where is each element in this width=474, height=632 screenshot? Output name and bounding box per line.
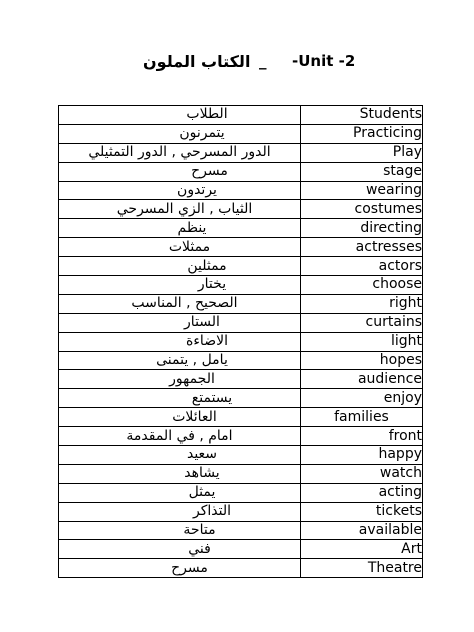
english-word: watch [301,464,423,483]
vocab-row [59,559,423,578]
vocab-row [59,389,423,408]
arabic-word: العائلات [172,408,217,425]
english-word: directing [301,219,423,238]
english-word: stage [301,162,423,181]
vocab-row [59,200,423,219]
vocab-row [59,446,423,465]
arabic-word: متاحة [183,522,216,539]
arabic-word: مسرح [191,163,228,180]
arabic-cell [59,540,301,559]
english-word: families [301,408,423,427]
arabic-cell [59,162,301,181]
vocab-row [59,332,423,351]
english-word: choose [301,276,423,295]
title-arabic: الكتاب الملون [143,52,251,71]
arabic-cell [59,483,301,502]
arabic-word: يرتدون [177,182,217,198]
vocab-row [59,464,423,483]
vocab-row [59,124,423,143]
english-word: Play [301,143,423,162]
arabic-word: الثياب , الزي المسرحي [116,200,253,217]
english-word: wearing [301,181,423,200]
english-word: Practicing [301,124,423,143]
english-word: light [301,332,423,351]
arabic-cell [59,408,301,427]
vocab-row [59,313,423,332]
english-word: acting [301,483,423,502]
arabic-word: يشاهد [184,465,220,482]
arabic-cell [59,521,301,540]
english-word: enjoy [301,389,423,408]
arabic-word: ينظم [177,219,207,236]
vocab-row [59,521,423,540]
vocabulary-table [58,105,423,578]
vocab-row [59,483,423,502]
vocab-row [59,181,423,200]
arabic-word: يامل , يتمنى [156,352,228,369]
arabic-cell [59,106,301,125]
arabic-word: يستمتع [191,389,233,406]
arabic-cell [59,200,301,219]
english-word: audience [301,370,423,389]
arabic-word: فني [188,540,211,557]
page-header [0,52,474,76]
vocab-row [59,219,423,238]
arabic-word: الاضاءة [186,333,228,350]
english-word: happy [301,446,423,465]
english-word: Theatre [301,559,423,578]
arabic-word: ممثلات [168,238,211,255]
arabic-word: الصحيح , المناسب [131,295,238,312]
vocab-row [59,143,423,162]
vocab-row [59,106,423,125]
arabic-word: الجمهور [169,370,215,387]
vocab-row [59,238,423,257]
vocab-row [59,370,423,389]
arabic-word: الدور المسرحي , الدور التمثيلي [88,144,271,161]
arabic-cell [59,219,301,238]
vocab-row [59,502,423,521]
arabic-word: التذاكر [192,503,231,520]
arabic-cell [59,370,301,389]
arabic-cell [59,427,301,446]
arabic-word: يتمرنون [179,125,225,142]
english-word: Art [301,540,423,559]
english-word: actors [301,257,423,276]
arabic-cell [59,502,301,521]
arabic-cell [59,351,301,370]
vocab-row [59,294,423,313]
english-word: actresses [301,238,423,257]
arabic-cell [59,181,301,200]
vocab-row [59,257,423,276]
vocab-row [59,351,423,370]
english-word: costumes [301,200,423,219]
vocab-row [59,162,423,181]
arabic-cell [59,294,301,313]
arabic-word: ممثلين [187,257,227,274]
english-word: tickets [301,502,423,521]
english-word: front [301,427,423,446]
arabic-cell [59,124,301,143]
english-word: hopes [301,351,423,370]
arabic-word: يمثل [188,484,216,501]
arabic-word: امام , في المقدمة [126,427,233,444]
english-word: Students [301,106,423,125]
english-word: curtains [301,313,423,332]
arabic-cell [59,389,301,408]
arabic-word: يختار [197,276,227,293]
arabic-word: الستار [184,314,220,331]
arabic-cell [59,559,301,578]
english-word: available [301,521,423,540]
vocab-row [59,408,423,427]
arabic-cell [59,238,301,257]
vocab-row [59,276,423,295]
arabic-cell [59,313,301,332]
arabic-cell [59,276,301,295]
arabic-word: الطلاب [186,106,228,123]
arabic-cell [59,332,301,351]
title-unit: -Unit -2 [292,52,356,70]
vocabulary-table-body [59,106,423,578]
arabic-word: مسرح [171,559,208,576]
arabic-word: سعيد [186,446,218,463]
title-separator: _ [259,52,267,70]
arabic-cell [59,257,301,276]
arabic-cell [59,143,301,162]
vocab-row [59,427,423,446]
arabic-cell [59,464,301,483]
arabic-cell [59,446,301,465]
vocab-row [59,540,423,559]
english-word: right [301,294,423,313]
